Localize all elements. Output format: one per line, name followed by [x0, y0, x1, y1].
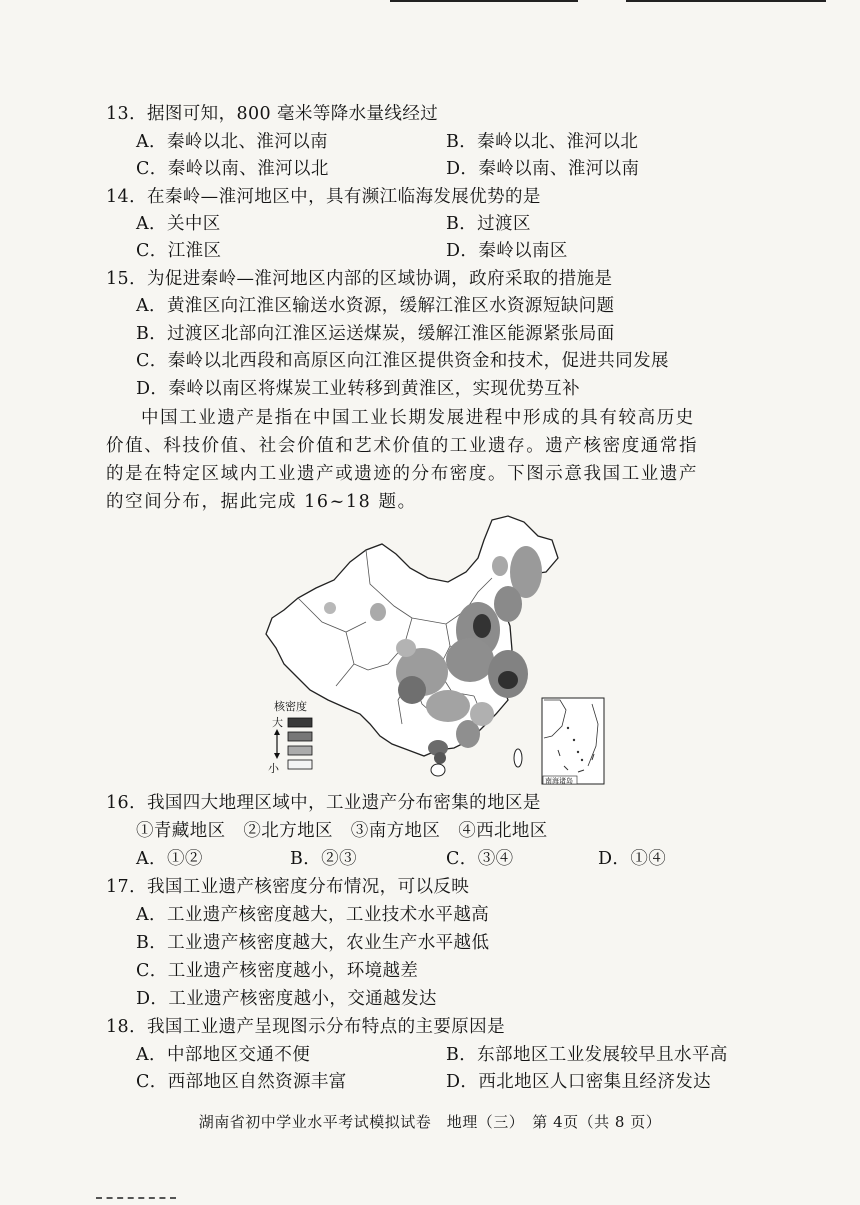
inset-island — [573, 739, 575, 741]
bottom-rule — [96, 1197, 176, 1199]
passage-line: 的是在特定区域内工业遗产或遗迹的分布密度。下图示意我国工业遗产 — [106, 464, 699, 484]
question-17-option-b: B．工业遗产核密度越大，农业生产水平越低 — [136, 933, 490, 953]
density-area — [324, 602, 336, 614]
question-17-stem: 17．我国工业遗产核密度分布情况，可以反映 — [106, 877, 470, 897]
question-15-option-c: C．秦岭以北西段和高原区向江淮区提供资金和技术，促进共同发展 — [136, 351, 669, 371]
question-14-option-d: D．秦岭以南区 — [446, 241, 568, 261]
question-13-option-a: A．秦岭以北、淮河以南 — [136, 132, 329, 152]
question-16-option-d: D．①④ — [598, 849, 667, 869]
question-15-stem: 15．为促进秦岭—淮河地区内部的区域协调，政府采取的措施是 — [106, 269, 613, 289]
legend-title: 核密度 — [274, 700, 307, 713]
question-13-option-b: B．秦岭以北、淮河以北 — [446, 132, 639, 152]
question-14-stem: 14．在秦岭—淮河地区中，具有濒江临海发展优势的是 — [106, 187, 541, 207]
density-area — [434, 752, 446, 764]
legend-swatch — [288, 732, 312, 741]
question-18-option-b: B．东部地区工业发展较早且水平高 — [446, 1045, 728, 1065]
legend-swatch — [288, 760, 312, 769]
question-16-option-a: A．①② — [136, 849, 203, 869]
density-area — [473, 614, 491, 638]
question-15-option-a: A．黄淮区向江淮区输送水资源，缓解江淮区水资源短缺问题 — [136, 296, 615, 316]
page-footer: 湖南省初中学业水平考试模拟试卷 地理（三） 第 4页（共 8 页） — [198, 1113, 662, 1131]
question-17-option-d: D．工业遗产核密度越小，交通越发达 — [136, 989, 437, 1009]
question-16-stem: 16．我国四大地理区域中，工业遗产分布密集的地区是 — [106, 793, 541, 813]
density-area — [426, 690, 470, 722]
inset-frame — [542, 698, 604, 784]
question-13-option-c: C．秦岭以南、淮河以北 — [136, 159, 329, 179]
density-area — [470, 702, 494, 726]
density-area — [396, 639, 416, 657]
legend-low-label: 小 — [268, 762, 279, 775]
density-area — [498, 671, 518, 689]
question-18-option-a: A．中部地区交通不便 — [136, 1045, 311, 1065]
question-15-option-d: D．秦岭以南区将煤炭工业转移到黄淮区，实现优势互补 — [136, 379, 581, 399]
question-14-option-b: B．过渡区 — [446, 214, 531, 234]
question-18-option-c: C．西部地区自然资源丰富 — [136, 1072, 347, 1092]
legend-high-label: 大 — [272, 716, 283, 729]
inset-island — [577, 751, 579, 753]
inset-island — [581, 759, 583, 761]
question-18-option-d: D．西北地区人口密集且经济发达 — [446, 1072, 712, 1092]
passage-line: 中国工业遗产是指在中国工业长期发展进程中形成的具有较高历史 — [141, 408, 695, 428]
reading-passage — [106, 404, 746, 516]
question-18-stem: 18．我国工业遗产呈现图示分布特点的主要原因是 — [106, 1017, 505, 1037]
question-14-option-a: A．关中区 — [136, 214, 221, 234]
question-14-option-c: C．江淮区 — [136, 241, 222, 261]
passage-line: 的空间分布，据此完成 16~18 题。 — [106, 492, 417, 512]
question-17-option-a: A．工业遗产核密度越大，工业技术水平越高 — [136, 905, 490, 925]
inset-island — [567, 727, 569, 729]
question-15-option-b: B．过渡区北部向江淮区运送煤炭，缓解江淮区能源紧张局面 — [136, 324, 615, 344]
map-graphic — [262, 514, 612, 786]
density-area — [446, 638, 494, 682]
top-rule — [390, 0, 578, 2]
question-13-stem: 13．据图可知，800 毫米等降水量线经过 — [106, 104, 439, 124]
question-16-option-c: C．③④ — [446, 849, 514, 869]
legend-swatch — [288, 746, 312, 755]
density-area — [398, 676, 426, 704]
legend-swatch — [288, 718, 312, 727]
question-13-option-d: D．秦岭以南、淮河以南 — [446, 159, 640, 179]
china-industrial-heritage-map — [262, 514, 612, 786]
top-rule — [626, 0, 826, 2]
inset-label: 南海诸岛 — [545, 777, 573, 785]
density-area — [494, 586, 522, 622]
density-area — [492, 556, 508, 576]
question-17-option-c: C．工业遗产核密度越小，环境越差 — [136, 961, 419, 981]
question-16-option-b: B．②③ — [290, 849, 357, 869]
density-area — [370, 603, 386, 621]
question-16-items: ①青藏地区 ②北方地区 ③南方地区 ④西北地区 — [136, 821, 548, 841]
passage-line: 价值、科技价值、社会价值和艺术价值的工业遗存。遗产核密度通常指 — [106, 436, 699, 456]
hainan-island — [431, 764, 445, 776]
taiwan-island — [514, 749, 522, 767]
